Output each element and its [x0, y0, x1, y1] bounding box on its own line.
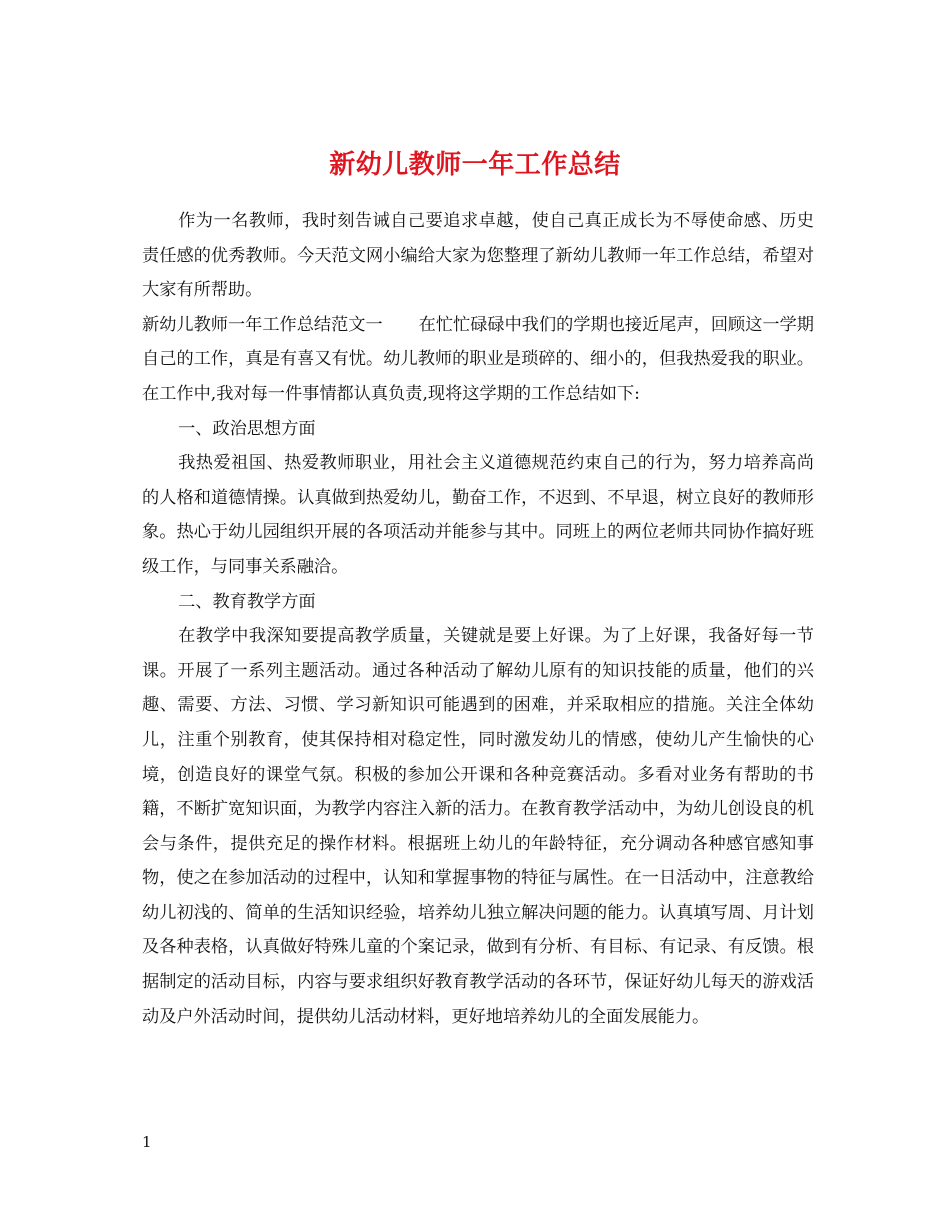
section-body-politics: 我热爱祖国、热爱教师职业，用社会主义道德规范约束自己的行为，努力培养高尚的人格和道德情操。认真做到热爱幼儿，勤奋工作，不迟到、不早退，树立良好的教师形象。热心于幼儿园组织开展的各项活动并能参与其中。同班上的两位老师共同协作搞好班级工作，与同事关系融洽。 — [142, 453, 814, 577]
sample-heading: 新幼儿教师一年工作总结范文一 — [142, 314, 383, 335]
intro-paragraph: 作为一名教师，我时刻告诫自己要追求卓越，使自己真正成长为不辱使命感、历史责任感的优秀教师。今天范文网小编给大家为您整理了新幼儿教师一年工作总结，希望对大家有所帮助。 — [142, 211, 814, 301]
document-body — [142, 204, 814, 1034]
page-number: 1 — [142, 1133, 152, 1151]
document-title: 新幼儿教师一年工作总结 — [329, 150, 621, 181]
section-body-teaching: 在教学中我深知要提高教学质量，关键就是要上好课。为了上好课，我备好每一节课。开展了一系列主题活动。通过各种活动了解幼儿原有的知识技能的质量，他们的兴趣、需要、方法、习惯、学习新知识可能遇到的困难，并采取相应的措施。关注全体幼儿，注重个别教育，使其保持相对稳定性，同时激发幼儿的情感，使幼儿产生愉快的心境，创造良好的课堂气氛。积极的参加公开课和各种竞赛活动。多看对业务有帮助的书籍，不断扩宽知识面，为教学内容注入新的活力。在教育教学活动中，为幼儿创设良的机会与条件，提供充足的操作材料。根据班上幼儿的年龄特征，充分调动各种感官感知事物，使之在参加活动的过程中，认知和掌握事物的特征与属性。在一日活动中，注意教给幼儿初浅的、简单的生活知识经验，培养幼儿独立解决问题的能力。认真填写周、月计划及各种表格，认真做好特殊儿童的个案记录，做到有分析、有目标、有记录、有反馈。根据制定的活动目标，内容与要求组织好教育教学活动的各环节，保证好幼儿每天的游戏活动及户外活动时间，提供幼儿活动材料，更好地培养幼儿的全面发展能力。 — [142, 626, 814, 1027]
section-heading-politics: 一、政治思想方面 — [178, 418, 316, 439]
sample-paragraph — [142, 308, 814, 412]
sample-opening-text: 在忙忙碌碌中我们的学期也接近尾声，回顾这一学期自己的工作，真是有喜又有忧。幼儿教师的职业是琐碎的、细小的，但我热爱我的职业。在工作中,我对每一件事情都认真负责,现将这学期的工作总结如下: — [142, 314, 814, 404]
section-heading-teaching: 二、教育教学方面 — [178, 591, 316, 612]
